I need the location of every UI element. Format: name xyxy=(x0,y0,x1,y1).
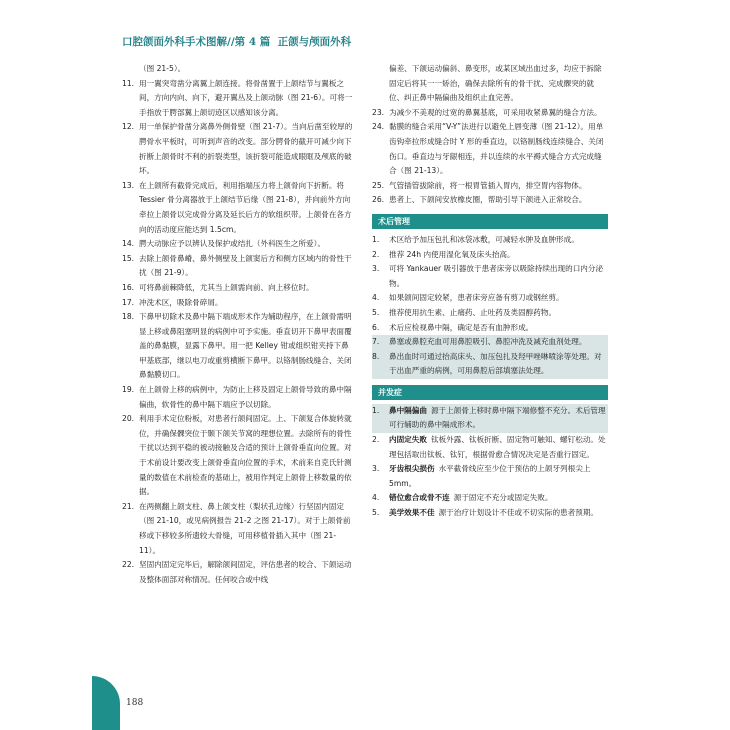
item-text: 源于上颌骨上移时鼻中隔下端修整不充分。术后管理可行辅助的鼻中隔成形术。 xyxy=(389,405,606,430)
item-number: 4. xyxy=(372,493,380,503)
item-text: 冲洗术区，吸除骨碎屑。 xyxy=(139,297,223,307)
item-number: 19. xyxy=(122,385,135,395)
page-edge-tab xyxy=(92,676,120,730)
procedure-step xyxy=(122,179,354,237)
postop-item xyxy=(372,233,608,248)
complication-item xyxy=(372,433,608,462)
item-text: 术区给予加压包扎和冰袋冰敷，可减轻水肿及血肿形成。 xyxy=(389,234,579,244)
header-separator: // xyxy=(227,36,235,48)
item-number: 4. xyxy=(372,293,380,303)
book-title: 口腔颌面外科手术图解 xyxy=(122,36,227,48)
item-number: 1. xyxy=(372,405,380,415)
item-text: 推荐 24h 内使用湿化氧及床头抬高。 xyxy=(389,249,515,259)
item-text: 鼻塞或鼻腔充血可用鼻腔吸引、鼻腔冲洗及减充血剂处理。 xyxy=(389,337,587,347)
procedure-step xyxy=(372,193,608,208)
item-number: 18. xyxy=(122,312,135,322)
item-number: 3. xyxy=(372,464,380,474)
item-text: 腭大动脉应予以辨认及保护或结扎（外科医生之所爱）。 xyxy=(139,239,326,249)
item-number: 13. xyxy=(122,180,135,190)
item-text: 用一单保护骨凿分离鼻外侧骨壁（图 21-7）。当向后凿至较厚的腭骨水平板时，可听到声音的改变。部分腭骨的截开可减少向下折断上颌骨时不利的折裂类型，该折裂可能造成眼眶及颅底的破坏。 xyxy=(139,122,353,176)
item-text: 去除上颌骨鼻嵴、鼻外侧壁及上颌窦后方和侧方区域内的骨性干扰（图 21-9）。 xyxy=(139,253,352,278)
procedure-step xyxy=(122,296,354,311)
item-text: 术后应检视鼻中隔，确定是否有血肿形成。 xyxy=(389,322,534,332)
complication-item xyxy=(372,462,608,491)
item-text: 推荐使用抗生素、止痛药、止吐药及类固醇药物。 xyxy=(389,307,557,317)
item-text: 在上颌骨上移的病例中，为防止上移及固定上颌骨导致的鼻中隔偏曲，软骨性的鼻中隔下端应予以切除。 xyxy=(139,385,352,409)
procedure-step xyxy=(372,179,608,194)
item-number: 8. xyxy=(372,351,380,361)
procedure-step xyxy=(122,237,354,252)
postop-item xyxy=(372,291,608,306)
item-number: 6. xyxy=(372,322,380,332)
item-number: 15. xyxy=(122,253,135,263)
procedure-step xyxy=(122,120,354,178)
item-number: 25. xyxy=(372,180,385,190)
item-number: 23. xyxy=(372,107,385,117)
section-heading-postop: 术后管理 xyxy=(372,214,608,229)
part-title: 正颌与颅面外科 xyxy=(277,36,352,48)
item-number: 2. xyxy=(372,249,380,259)
procedure-step xyxy=(372,120,608,178)
item-text: 黏膜的缝合采用“V-Y”法进行以避免上唇变薄（图 21-12）。用单齿钩牵拉形成缝合时 Y 形的垂直边，以铬制肠线连续缝合、关闭伤口。垂直边与牙龈相连，并以连续的水平褥式缝合方式完成缝合（图 21-13）。 xyxy=(389,122,604,176)
item-number: 3. xyxy=(372,264,380,274)
complication-term: 鼻中隔偏曲 xyxy=(389,405,427,415)
item-text: 在两侧翻上颌支柱、鼻上颌支柱（梨状孔边缘）行坚固内固定（图 21-10，或见病例报告 21-2 之图 21-17）。对于上颌骨前移或下移较多所遗较大骨缝，可用移植骨插入其中（图 21-11）。 xyxy=(139,501,351,555)
item-text: 气管插管拔除前，将一根胃管插入胃内，排空胃内容物体。 xyxy=(389,180,587,190)
item-text: 可将 Yankauer 吸引器放于患者床旁以吸除持续出现的口内分泌物。 xyxy=(389,264,604,288)
procedure-step xyxy=(122,412,354,500)
procedure-step xyxy=(122,77,354,121)
right-column xyxy=(372,62,608,521)
left-steps-list xyxy=(122,77,354,588)
procedure-step xyxy=(122,310,354,383)
postop-item xyxy=(372,335,608,350)
right-steps-list xyxy=(372,106,608,208)
item-number: 20. xyxy=(122,414,135,424)
item-number: 11. xyxy=(122,78,135,88)
item-number: 21. xyxy=(122,501,135,511)
section-heading-complications: 并发症 xyxy=(372,385,608,400)
postop-item xyxy=(372,321,608,336)
item-number: 12. xyxy=(122,122,135,132)
postop-item xyxy=(372,306,608,321)
item-number: 2. xyxy=(372,435,380,445)
part-label: 第 4 篇 xyxy=(234,36,271,48)
item-text: 为减少不美观的过宽的鼻翼基底，可采用收紧鼻翼的缝合方法。 xyxy=(389,107,602,117)
item-number: 5. xyxy=(372,307,380,317)
procedure-step xyxy=(122,252,354,281)
complication-term: 牙齿根尖损伤 xyxy=(389,464,435,474)
page-number: 188 xyxy=(126,698,144,708)
item-text: 坚固内固定完毕后，解除颌间固定，评估患者的咬合、下颌运动及整体面部对称情况。任何咬合或中线 xyxy=(139,560,352,584)
item-text: 钛板外露、钛板折断、固定物可触知、螺钉松动。处理包括取出钛板、钛钉，根据骨愈合情况决定是否重行固定。 xyxy=(389,435,606,459)
complication-term: 内固定失败 xyxy=(389,435,427,445)
complication-item xyxy=(372,491,608,506)
item-text: 用一翼突弯凿分离翼上颌连接。将骨凿置于上颌结节与翼板之间，方向内向、向下，避开翼丛及上颌动脉（图 21-6）。可将一手指放于腭部翼上颌切迹区以感知该分离。 xyxy=(139,78,353,117)
item-number: 1. xyxy=(372,234,380,244)
continuation-text: （图 21-5）。 xyxy=(139,64,186,73)
postop-item xyxy=(372,262,608,291)
item-text: 鼻出血时可通过抬高床头、加压包扎及羟甲唑啉喷涂等处理。对于出血严重的病例，可用鼻腔后部填塞法处理。 xyxy=(389,351,602,376)
complication-term: 美学效果不佳 xyxy=(389,508,435,518)
postop-item xyxy=(372,248,608,263)
item-number: 17. xyxy=(122,297,135,307)
item-number: 14. xyxy=(122,239,135,249)
item-text: 源于治疗计划设计不佳或不切实际的患者预期。 xyxy=(438,508,599,518)
item-text: 在上颌所有截骨完成后，利用指端压力将上颌骨向下折断。将 Tessier 骨分离器放于上颌结节后缘（图 21-8），并向前外方向牵拉上颌骨以完成骨分离及延长后方的软组织带。上颌骨在各方向的活动度应能达到 1.5cm。 xyxy=(139,180,352,234)
procedure-step xyxy=(122,383,354,412)
procedure-step xyxy=(122,558,354,587)
item-number: 16. xyxy=(122,282,135,292)
complications-list xyxy=(372,404,608,521)
complication-item xyxy=(372,506,608,521)
item-number: 7. xyxy=(372,337,380,347)
left-column xyxy=(122,62,354,587)
item-text: 水平截骨线应至少位于预估的上颌牙列根尖上 5mm。 xyxy=(389,464,591,488)
item-text: 患者上、下颌间安放橡皮圈，帮助引导下颌进入正常咬合。 xyxy=(389,195,587,205)
item-text: 源于固定不充分或固定失败。 xyxy=(453,493,553,503)
postop-list xyxy=(372,233,608,379)
postop-item xyxy=(372,350,608,379)
continuation-text: 偏差、下颌运动偏斜、鼻变形，或某区域出血过多，均应于拆除固定后将其一一矫治，确保去除所有的骨干扰、完成髁突的就位、纠正鼻中隔偏曲及组织止血完善。 xyxy=(389,64,602,103)
procedure-step xyxy=(372,106,608,121)
procedure-step xyxy=(122,281,354,296)
item-text: 利用手术定位粉板，对患者行颌间固定。上、下颌复合体旋转就位，并确保髁突位于颞下颌关节窝的理想位置。去除所有的骨性干扰以达到平稳的被动接触及合适的预计上颌骨垂直向位置。对于术前设计要改变上颌骨垂直向位置的手术，术前来自克氏针测量的数值在术前检查的基础上，被用作判定上颌骨上移数量的依据。 xyxy=(139,414,352,497)
complication-term: 错位愈合或骨不连 xyxy=(389,493,450,503)
item-number: 26. xyxy=(372,195,385,205)
item-text: 下鼻甲切除术及鼻中隔下端成形术作为辅助程序，在上颌骨需明显上移或鼻阻塞明显的病例中可予实施。垂直切开下鼻甲表面覆盖的鼻黏膜，显露下鼻甲。用一把 Kelley 钳或组织钳夹持下鼻甲基底部，继以电刀或重剪横断下鼻甲。以铬制肠线缝合、关闭鼻黏膜切口。 xyxy=(139,312,352,380)
item-text: 可将鼻前棘降低，尤其当上颌需向前、向上移位时。 xyxy=(139,282,314,292)
procedure-step xyxy=(122,500,354,558)
item-number: 24. xyxy=(372,122,385,132)
item-number: 5. xyxy=(372,508,380,518)
running-header xyxy=(122,34,622,50)
item-number: 22. xyxy=(122,560,135,570)
complication-item xyxy=(372,404,608,433)
item-text: 如果颌间固定较紧，患者床旁应备有剪刀或钢丝剪。 xyxy=(389,293,564,303)
